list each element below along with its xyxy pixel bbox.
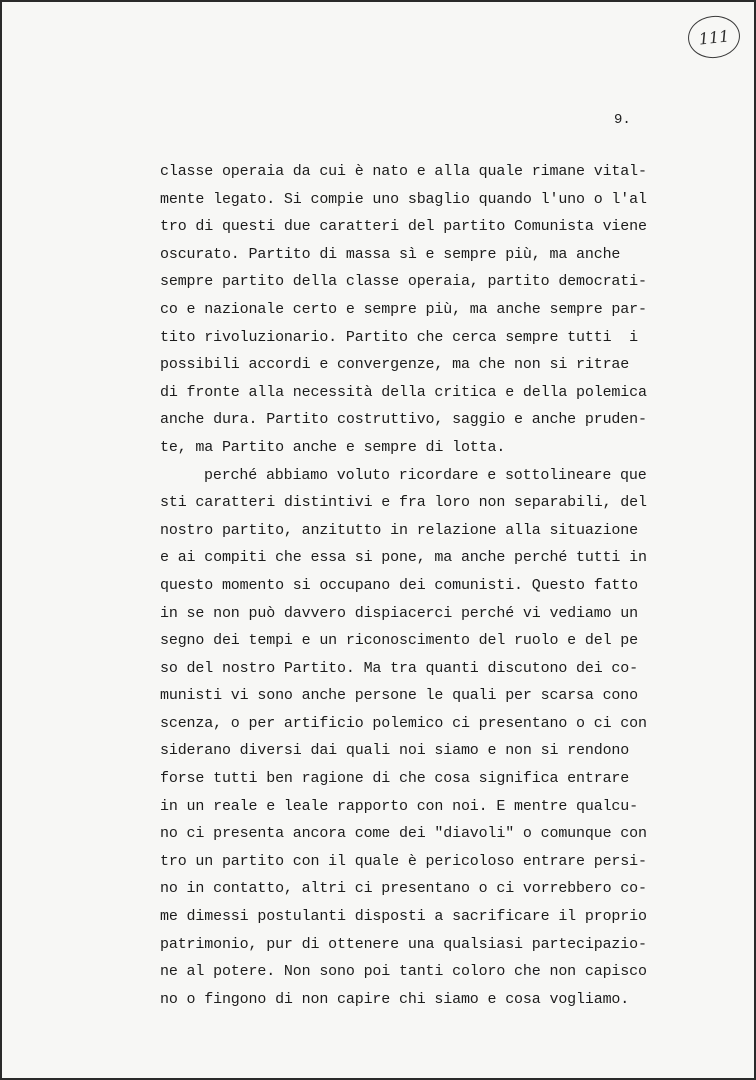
text-line: munisti vi sono anche persone le quali per scarsa cono [160, 687, 638, 705]
text-line: me dimessi postulanti disposti a sacrificare il proprio [160, 908, 647, 926]
text-line: possibili accordi e convergenze, ma che non si ritrae [160, 356, 630, 374]
text-line: anche dura. Partito costruttivo, saggio e anche pruden- [160, 411, 647, 429]
text-line: sti caratteri distintivi e fra loro non separabili, del [160, 494, 647, 512]
text-line: e ai compiti che essa si pone, ma anche perché tutti in [160, 549, 647, 567]
text-line: scenza, o per artificio polemico ci presentano o ci con [160, 714, 647, 732]
text-line: di fronte alla necessità della critica e della polemica [160, 383, 647, 401]
text-line: co e nazionale certo e sempre più, ma anche sempre par- [160, 300, 647, 318]
text-line: no ci presenta ancora come dei "diavoli" o comunque con [160, 825, 647, 843]
text-line: questo momento si occupano dei comunisti. Questo fatto [160, 576, 638, 594]
text-line: in un reale e leale rapporto con noi. E mentre qualcu- [160, 797, 638, 815]
text-line: no o fingono di non capire chi siamo e cosa vogliamo. [160, 990, 630, 1008]
text-line: siderano diversi dai quali noi siamo e non si rendono [160, 742, 630, 760]
text-line: ne al potere. Non sono poi tanti coloro che non capisco [160, 963, 647, 981]
text-line: tito rivoluzionario. Partito che cerca sempre tutti i [160, 328, 638, 346]
text-line: sempre partito della classe operaia, partito democrati- [160, 273, 647, 291]
body-text [160, 158, 680, 1013]
archive-stamp [686, 13, 742, 60]
text-line: nostro partito, anzitutto in relazione alla situazione [160, 521, 638, 539]
text-line: mente legato. Si compie uno sbaglio quando l'uno o l'al [160, 190, 647, 208]
text-line: in se non può davvero dispiacerci perché vi vediamo un [160, 604, 638, 622]
text-line: forse tutti ben ragione di che cosa significa entrare [160, 770, 630, 788]
text-line: tro un partito con il quale è pericoloso entrare persi- [160, 852, 647, 870]
page-number: 9. [614, 112, 631, 128]
text-line: so del nostro Partito. Ma tra quanti discutono dei co- [160, 659, 638, 677]
text-line: te, ma Partito anche e sempre di lotta. [160, 438, 506, 456]
text-line: perché abbiamo voluto ricordare e sottolineare que [204, 466, 647, 484]
stamp-number: 111 [697, 25, 731, 49]
text-line: classe operaia da cui è nato e alla quale rimane vital- [160, 163, 647, 180]
text-line: oscurato. Partito di massa sì e sempre più, ma anche [160, 245, 621, 263]
text-line: segno dei tempi e un riconoscimento del ruolo e del pe [160, 632, 638, 650]
text-line: no in contatto, altri ci presentano o ci vorrebbero co- [160, 880, 647, 898]
text-line: patrimonio, pur di ottenere una qualsiasi partecipazio- [160, 935, 647, 953]
text-line: tro di questi due caratteri del partito Comunista viene [160, 218, 647, 236]
